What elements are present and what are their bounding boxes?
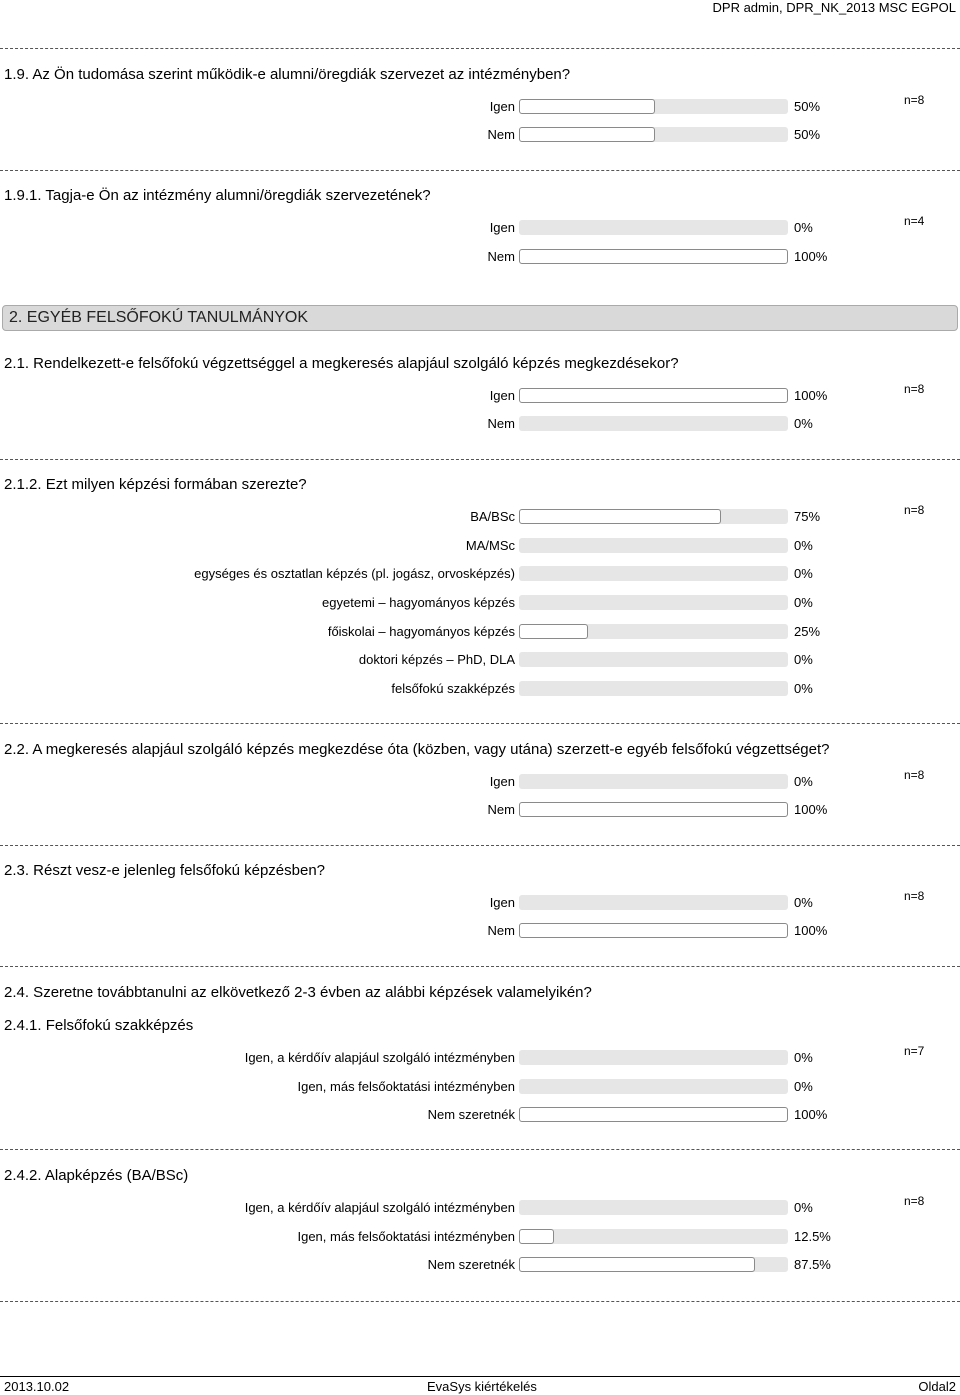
option-percent: 0% <box>794 774 813 789</box>
response-count: n=8 <box>904 1194 925 1208</box>
bar-fill <box>519 99 655 114</box>
question-title: 1.9. Az Ön tudomása szerint működik-e alumni/öregdiák szervezet az intézményben? <box>4 66 571 83</box>
option-label: Nem <box>487 249 515 264</box>
option-percent: 50% <box>794 99 821 114</box>
option-label: felsőfokú szakképzés <box>391 681 515 696</box>
option-label: Nem <box>487 127 515 142</box>
separator <box>0 170 960 171</box>
bar-track <box>519 99 788 114</box>
separator <box>0 723 960 724</box>
option-percent: 100% <box>794 923 828 938</box>
option-percent: 0% <box>794 1050 813 1065</box>
bar-track <box>519 624 788 639</box>
bar-track <box>519 681 788 696</box>
option-percent: 100% <box>794 249 828 264</box>
section-title: 2. EGYÉB FELSŐFOKÚ TANULMÁNYOK <box>9 309 309 326</box>
option-percent: 75% <box>794 509 821 524</box>
option-label: Igen <box>489 895 515 910</box>
separator <box>0 1149 960 1150</box>
bar-track <box>519 802 788 817</box>
separator <box>0 966 960 967</box>
bar-track <box>519 1229 788 1244</box>
separator <box>0 48 960 49</box>
bar-track <box>519 220 788 235</box>
option-label: Igen, a kérdőív alapjául szolgáló intézményben <box>244 1200 515 1215</box>
option-label: egyetemi – hagyományos képzés <box>322 595 515 610</box>
option-percent: 0% <box>794 681 813 696</box>
bar-track <box>519 895 788 910</box>
option-label: Igen, a kérdőív alapjául szolgáló intézményben <box>244 1050 515 1065</box>
option-label: Nem <box>487 416 515 431</box>
response-count: n=8 <box>904 889 925 903</box>
option-percent: 0% <box>794 220 813 235</box>
option-percent: 100% <box>794 802 828 817</box>
option-label: Igen <box>489 220 515 235</box>
bar-track <box>519 1257 788 1272</box>
header-title: DPR admin, DPR_NK_2013 MSC EGPOL <box>712 0 956 15</box>
option-label: Igen, más felsőoktatási intézményben <box>297 1079 515 1094</box>
option-label: MA/MSc <box>465 538 515 553</box>
separator <box>0 1301 960 1302</box>
response-count: n=8 <box>904 768 925 782</box>
bar-track <box>519 416 788 431</box>
option-percent: 0% <box>794 595 813 610</box>
option-percent: 0% <box>794 538 813 553</box>
question-title: 2.1. Rendelkezett-e felsőfokú végzettséggel a megkeresés alapjául szolgáló képzés megkezdésekor? <box>4 355 679 372</box>
bar-fill <box>519 509 721 524</box>
option-percent: 0% <box>794 895 813 910</box>
option-percent: 12.5% <box>794 1229 831 1244</box>
option-label: Igen <box>489 774 515 789</box>
bar-track <box>519 538 788 553</box>
bar-track <box>519 1107 788 1122</box>
option-percent: 25% <box>794 624 821 639</box>
option-label: Igen, más felsőoktatási intézményben <box>297 1229 515 1244</box>
bar-fill <box>519 923 788 938</box>
subquestion-title: 2.4.2. Alapképzés (BA/BSc) <box>4 1167 189 1184</box>
option-percent: 0% <box>794 566 813 581</box>
question-title: 2.1.2. Ezt milyen képzési formában szerezte? <box>4 476 307 493</box>
option-label: Igen <box>489 388 515 403</box>
bar-track <box>519 923 788 938</box>
separator <box>0 459 960 460</box>
option-percent: 0% <box>794 1079 813 1094</box>
bar-fill <box>519 1257 755 1272</box>
option-label: egységes és osztatlan képzés (pl. jogász, orvosképzés) <box>194 566 515 581</box>
response-count: n=8 <box>904 503 925 517</box>
option-label: Nem szeretnék <box>427 1257 515 1272</box>
subquestion-title: 2.4.1. Felsőfokú szakképzés <box>4 1017 194 1034</box>
response-count: n=8 <box>904 382 925 396</box>
option-percent: 0% <box>794 416 813 431</box>
bar-fill <box>519 127 655 142</box>
response-count: n=4 <box>904 214 925 228</box>
bar-track <box>519 652 788 667</box>
option-percent: 87.5% <box>794 1257 831 1272</box>
question-title: 1.9.1. Tagja-e Ön az intézmény alumni/öregdiák szervezetének? <box>4 187 431 204</box>
option-label: Nem <box>487 802 515 817</box>
option-percent: 0% <box>794 1200 813 1215</box>
option-label: főiskolai – hagyományos képzés <box>327 624 515 639</box>
bar-fill <box>519 388 788 403</box>
question-title: 2.2. A megkeresés alapjául szolgáló képzés megkezdése óta (közben, vagy utána) szerzett-e egyéb felsőfokú végzettséget? <box>4 741 830 758</box>
separator <box>0 845 960 846</box>
option-label: doktori képzés – PhD, DLA <box>358 652 515 667</box>
bar-track <box>519 566 788 581</box>
question-title: 2.3. Részt vesz-e jelenleg felsőfokú képzésben? <box>4 862 326 879</box>
bar-track <box>519 1050 788 1065</box>
option-label: Nem szeretnék <box>427 1107 515 1122</box>
option-percent: 50% <box>794 127 821 142</box>
bar-fill <box>519 249 788 264</box>
bar-track <box>519 595 788 610</box>
footer-page: Oldal2 <box>918 1379 956 1394</box>
bar-track <box>519 249 788 264</box>
footer-date: 2013.10.02 <box>4 1379 70 1394</box>
option-percent: 100% <box>794 1107 828 1122</box>
bar-track <box>519 1079 788 1094</box>
bar-track <box>519 388 788 403</box>
bar-fill <box>519 624 588 639</box>
option-label: BA/BSc <box>470 509 515 524</box>
question-title: 2.4. Szeretne továbbtanulni az elkövetkező 2-3 évben az alábbi képzések valamelyikén? <box>4 984 592 1001</box>
section-header <box>2 305 958 331</box>
bar-track <box>519 1200 788 1215</box>
response-count: n=7 <box>904 1044 925 1058</box>
bar-fill <box>519 1229 554 1244</box>
response-count: n=8 <box>904 93 925 107</box>
bar-track <box>519 509 788 524</box>
bar-track <box>519 774 788 789</box>
bar-track <box>519 127 788 142</box>
footer-divider <box>0 1376 960 1377</box>
option-label: Nem <box>487 923 515 938</box>
bar-fill <box>519 802 788 817</box>
option-percent: 100% <box>794 388 828 403</box>
bar-fill <box>519 1107 788 1122</box>
option-label: Igen <box>489 99 515 114</box>
footer-center: EvaSys kiértékelés <box>427 1379 537 1394</box>
option-percent: 0% <box>794 652 813 667</box>
